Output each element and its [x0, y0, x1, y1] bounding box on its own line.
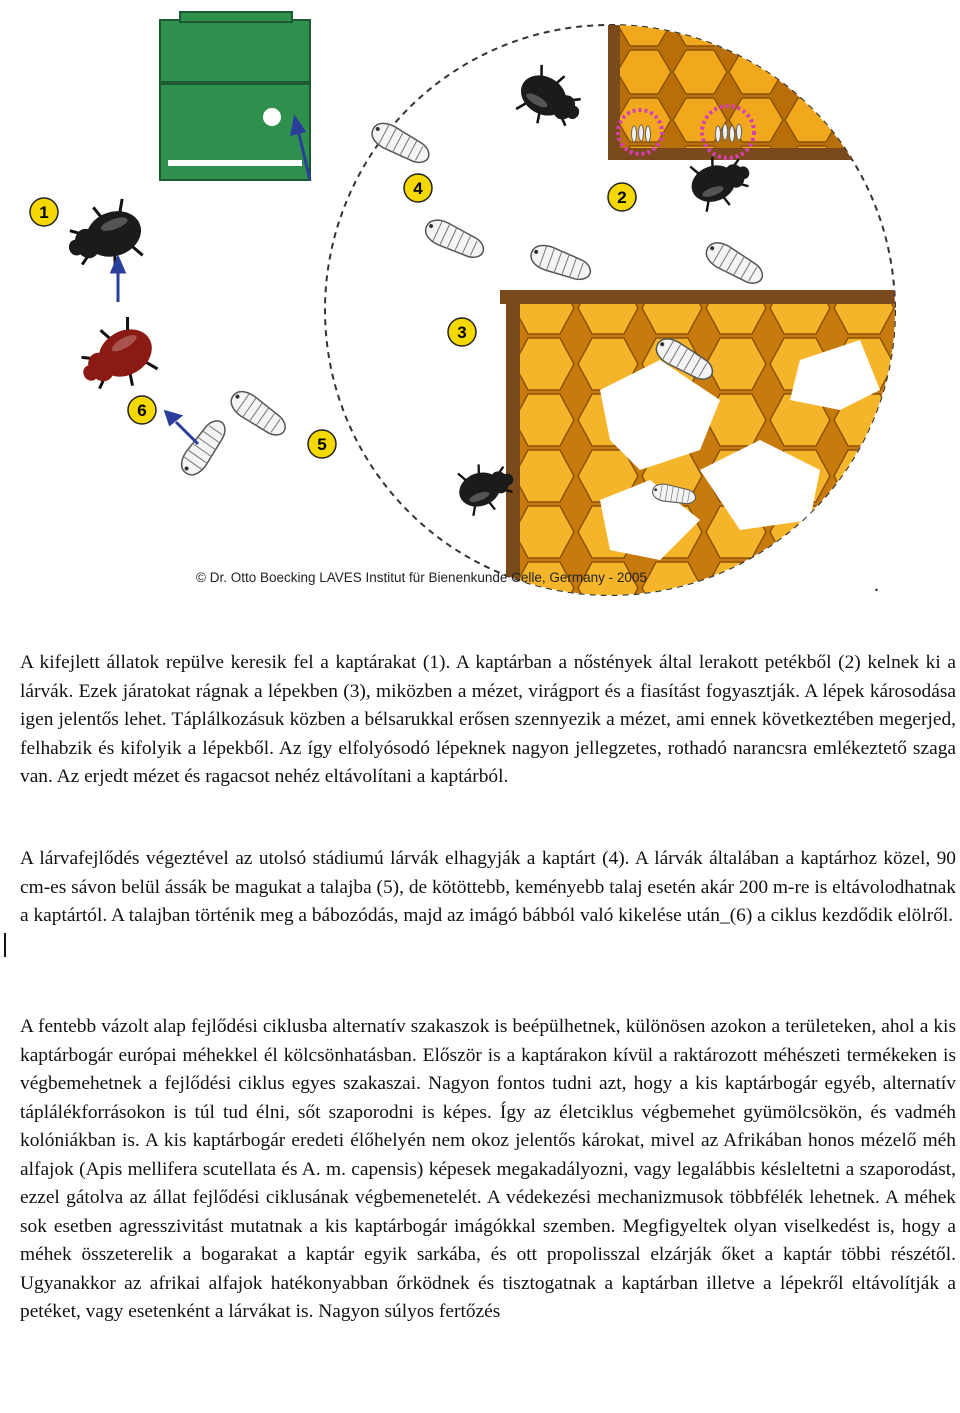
stage-label-2: 2 — [617, 188, 627, 207]
revision-bar — [4, 933, 6, 957]
stage-label-6: 6 — [137, 401, 147, 420]
larva — [176, 415, 231, 480]
figure-copyright: © Dr. Otto Boecking LAVES Institut für Bienenkunde Celle, Germany - 2005 — [196, 570, 647, 585]
emerging-adult-beetle — [68, 311, 165, 404]
stage-label-1: 1 — [39, 203, 49, 222]
hive-entrance — [263, 108, 281, 126]
magnified-hive-interior — [325, 20, 950, 600]
paragraph-larva-development: A lárvafejlődés végeztével az utolsó stádiumú lárvák elhagyják a kaptárt (4). A lárvák általában a kaptárhoz közel, 90 cm-es sávon belül ássák be magukat a talajba (5), de kötöttebb, keményebb talaj esetén akár 200 m-re is eltávolodhatnak a kaptártól. A talajban történik meg a bábozódás, majd az imágó bábból való kikelése után_(6) a ciklus kezdődik elölről. — [20, 848, 956, 926]
paragraph-alternative-cycles: A fentebb vázolt alap fejlődési ciklusba alternatív szakaszok is beépülhetnek, különösen azokon a területeken, ahol a kis kaptárbogár európai méhekkel él kölcsönhatásban. Először is a kaptárakon kívül a raktározott méhészeti termékeken is végbemehetnek a fejlődési ciklus egyes szakaszai. Nagyon fontos tudni azt, hogy a kis kaptárbogár egyéb, alternatív táplálékforrásokon is túl tud élni, sőt szaporodni is képes. Így az életciklus végbemehet gyümölcsökön, és vadméh kolóniákban is. A kis kaptárbogár eredeti élőhelyén nem okoz jelentős károkat, mivel az Afrikában honos mézelő méh alfajok (Apis mellifera scutellata és A. m. capensis) képesek megakadályozni, vagy legalábbis késleltetni a szaporodást, ezzel gátolva az állat fejlődési ciklusának végbemenetelét. A védekezési mechanizmusok többfélék lehetnek. A méhek sok esetben agresszivitást mutatnak a kis kaptárbogár imágókkal szemben. Megfigyeltek olyan viselkedést is, hogy a méhek összeterelik a bogarakat a kaptár egyik sarkába, és ott propolisszal elzárják őket a kaptár többi részétől. Ugyanakkor az afrikai alfajok hatékonyabban őrködnek és tisztogatnak a kaptárban illetve a lépekről eltávolítják a petéket, vagy esetenként a lárvákat is. Nagyon súlyos fertőzés — [20, 1016, 956, 1322]
larva — [226, 386, 291, 441]
adult-beetle — [59, 194, 151, 280]
stage-label-5: 5 — [317, 435, 327, 454]
life-cycle-figure — [0, 0, 960, 600]
stage-label-3: 3 — [457, 323, 467, 342]
paragraph-life-cycle: A kifejlett állatok repülve keresik fel a kaptárakat (1). A kaptárban a nőstények által lerakott petékből (2) kelnek ki a lárvák. Ezek járatokat rágnak a lépekben (3), miközben a mézet, virágport és a fiasítást fogyasztják. A lépek károsodása igen jelentős lehet. Táplálkozásuk közben a bélsarukkal erősen szennyezik a mézet, ami ennek következtében megerjed, felhabzik és kifolyik a lépekből. Az így elfolyósodó lépeknek nagyon jellegzetes, rothadó narancsra emlékeztető szaga van. Az erjedt mézet és ragacsot nehéz eltávolítani a kaptárból. — [20, 652, 956, 787]
trailing-dot: . — [874, 574, 879, 596]
stage-label-4: 4 — [413, 179, 423, 198]
beehive — [160, 12, 310, 180]
